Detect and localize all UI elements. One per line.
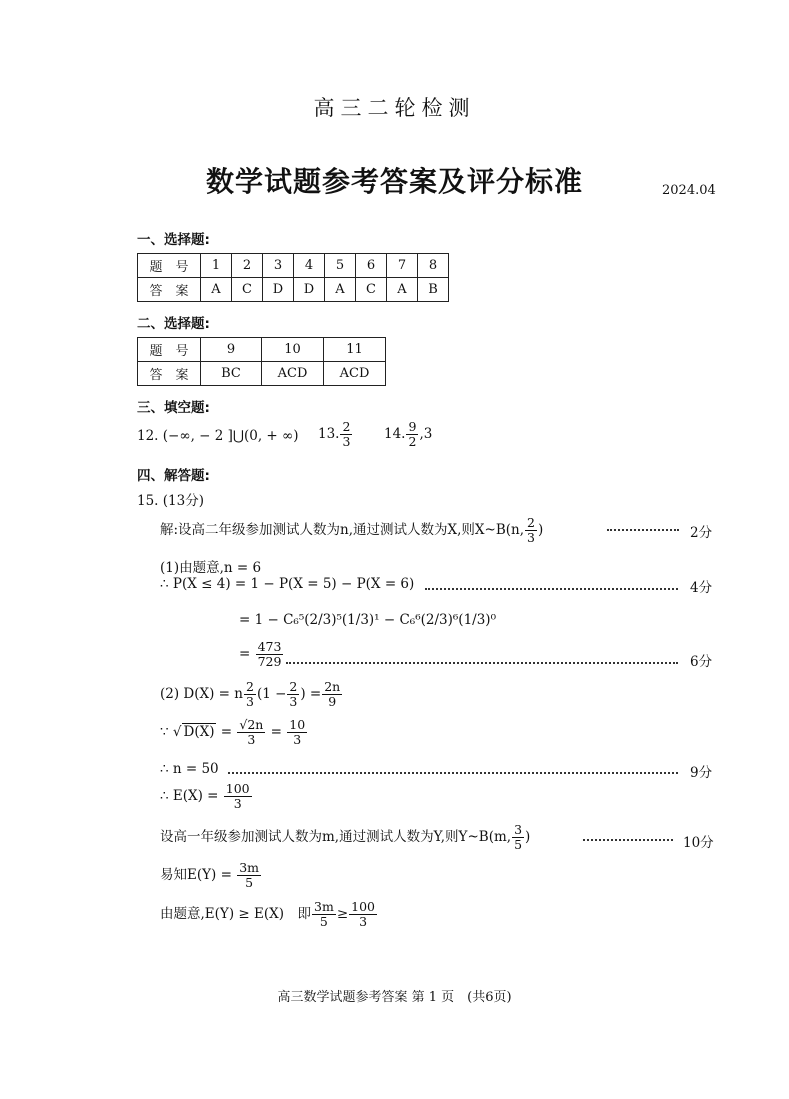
n-value-line: ∴ n = 50 bbox=[160, 761, 219, 777]
q14-den: 2 bbox=[408, 434, 417, 449]
variance-line bbox=[160, 680, 343, 709]
result-line: = $\frac{473}{729}$ bbox=[239, 639, 282, 669]
frac-den: 3 bbox=[359, 914, 368, 929]
variance-eq: ) = bbox=[300, 686, 322, 702]
expectation-y-line bbox=[160, 861, 262, 890]
frac-num: 2n bbox=[324, 679, 341, 694]
score-4: 4分 bbox=[690, 580, 713, 596]
dot-leader bbox=[228, 772, 678, 774]
table-cell: ACD bbox=[262, 362, 324, 386]
frac-den: 3 bbox=[289, 694, 298, 709]
score-10: 10分 bbox=[683, 835, 714, 851]
q13-label: 13. bbox=[318, 426, 340, 442]
section3-title: 三、填空题: bbox=[137, 400, 210, 416]
section2-title: 二、选择题: bbox=[137, 316, 210, 332]
table-cell: 2 bbox=[232, 254, 263, 278]
table-cell: C bbox=[356, 278, 387, 302]
score-2: 2分 bbox=[690, 525, 713, 541]
dot-leader bbox=[607, 529, 679, 531]
table1-answer-label: 答 案 bbox=[138, 278, 201, 302]
section4-title: 四、解答题: bbox=[137, 468, 210, 484]
frac-den: 5 bbox=[319, 914, 328, 929]
expectation-x-line bbox=[160, 782, 253, 811]
condition-line bbox=[160, 900, 378, 929]
ge-symbol: ≥ bbox=[336, 906, 349, 922]
frac-den: 3 bbox=[247, 732, 256, 747]
frac-den: 5 bbox=[245, 875, 254, 890]
answer-table-2 bbox=[137, 337, 386, 386]
answer-q14 bbox=[384, 420, 432, 449]
table-cell: C bbox=[232, 278, 263, 302]
score-6: 6分 bbox=[690, 654, 713, 670]
variance-mid: (1 − bbox=[256, 686, 287, 702]
frac-num: 10 bbox=[289, 717, 306, 732]
dot-leader bbox=[583, 839, 673, 841]
frac-den: 5 bbox=[514, 837, 523, 852]
answer-table-1 bbox=[137, 253, 449, 302]
frac-num: 3 bbox=[514, 822, 523, 837]
part2-text: (2) D(X) = n bbox=[160, 686, 243, 702]
table-cell: 7 bbox=[387, 254, 418, 278]
table-cell: 11 bbox=[324, 338, 386, 362]
result-den: 729 bbox=[257, 654, 282, 669]
table-cell: BC bbox=[201, 362, 262, 386]
because-symbol: ∵ bbox=[160, 724, 169, 740]
table-cell: 1 bbox=[201, 254, 232, 278]
q14-tail: ,3 bbox=[419, 426, 433, 442]
table-cell: D bbox=[294, 278, 325, 302]
solution-text: 解:设高二年级参加测试人数为n,通过测试人数为X,则X~B(n, bbox=[160, 522, 525, 538]
page-footer: 高三数学试题参考答案 第 1 页 (共6页) bbox=[277, 990, 512, 1005]
frac-den: 3 bbox=[293, 732, 302, 747]
part1-text: (1)由题意,n = 6 bbox=[160, 560, 262, 576]
frac-num: 3m bbox=[239, 860, 260, 875]
table-cell: 6 bbox=[356, 254, 387, 278]
solution-intro: 解:设高二年级参加测试人数为n,通过测试人数为X,则X~B(n, $\frac{2}{3}$ ) bbox=[160, 515, 544, 545]
table-cell: A bbox=[325, 278, 356, 302]
table-cell: 5 bbox=[325, 254, 356, 278]
grade1-text: 设高一年级参加测试人数为m,通过测试人数为Y,则Y~B(m, bbox=[160, 829, 512, 845]
cond-text: 由题意,E(Y) ≥ E(X) 即 bbox=[160, 906, 311, 922]
table-cell: 3 bbox=[263, 254, 294, 278]
frac-num: 2 bbox=[527, 515, 535, 530]
table-cell: 9 bbox=[201, 338, 262, 362]
score-9: 9分 bbox=[690, 765, 713, 781]
q13-den: 3 bbox=[342, 434, 351, 449]
q13-num: 2 bbox=[342, 419, 351, 434]
table-cell: 10 bbox=[262, 338, 324, 362]
frac-den: 3 bbox=[245, 694, 254, 709]
frac-den: 9 bbox=[328, 694, 337, 709]
result-num: 473 bbox=[257, 639, 282, 654]
table-cell: B bbox=[418, 278, 449, 302]
table1-header-label: 题 号 bbox=[138, 254, 201, 278]
table-cell: 4 bbox=[294, 254, 325, 278]
frac-num: 100 bbox=[225, 781, 250, 796]
dot-leader bbox=[286, 662, 678, 664]
table-cell: ACD bbox=[324, 362, 386, 386]
probability-line: ∴ P(X ≤ 4) = 1 − P(X = 5) − P(X = 6) bbox=[160, 576, 415, 592]
answer-q13 bbox=[318, 420, 353, 449]
q14-label: 14. bbox=[384, 426, 406, 442]
table-cell: D bbox=[263, 278, 294, 302]
frac-den: 3 bbox=[233, 796, 242, 811]
ey-text: 易知E(Y) = bbox=[160, 867, 232, 883]
q14-num: 9 bbox=[408, 419, 417, 434]
table-cell: A bbox=[387, 278, 418, 302]
frac-num: 2 bbox=[245, 679, 254, 694]
table2-answer-label: 答 案 bbox=[138, 362, 201, 386]
frac-num: 100 bbox=[351, 899, 375, 914]
section1-title: 一、选择题: bbox=[137, 232, 210, 248]
sqrt-line: ∵ √ D(X) = $\frac{√2n}{3}$ = $\frac{10}{3}$ bbox=[160, 717, 306, 747]
subtitle-exam: 高三二轮检测 bbox=[313, 96, 476, 120]
sqrt-dx: D(X) bbox=[183, 724, 215, 740]
table-cell: A bbox=[201, 278, 232, 302]
ex-text: ∴ E(X) = bbox=[160, 788, 219, 804]
expansion-line: = 1 − C₆⁵(2/3)⁵(1/3)¹ − C₆⁶(2/3)⁶(1/3)⁰ bbox=[239, 612, 496, 628]
frac-num: √2n bbox=[239, 717, 264, 732]
grade1-line: 设高一年级参加测试人数为m,通过测试人数为Y,则Y~B(m, $\frac{3}{5}$ ) bbox=[160, 822, 531, 852]
dot-leader bbox=[425, 588, 678, 590]
frac-num: 2 bbox=[289, 679, 298, 694]
date: 2024.04 bbox=[662, 183, 716, 198]
frac-num: 3m bbox=[314, 899, 334, 914]
frac-den: 3 bbox=[527, 530, 535, 545]
table-cell: 8 bbox=[418, 254, 449, 278]
answer-q12: 12. (−∞, − 2 ]⋃(0, + ∞) bbox=[137, 428, 299, 444]
table2-header-label: 题 号 bbox=[138, 338, 201, 362]
q15-heading: 15. (13分) bbox=[137, 493, 204, 509]
page-title: 数学试题参考答案及评分标准 bbox=[205, 165, 583, 198]
